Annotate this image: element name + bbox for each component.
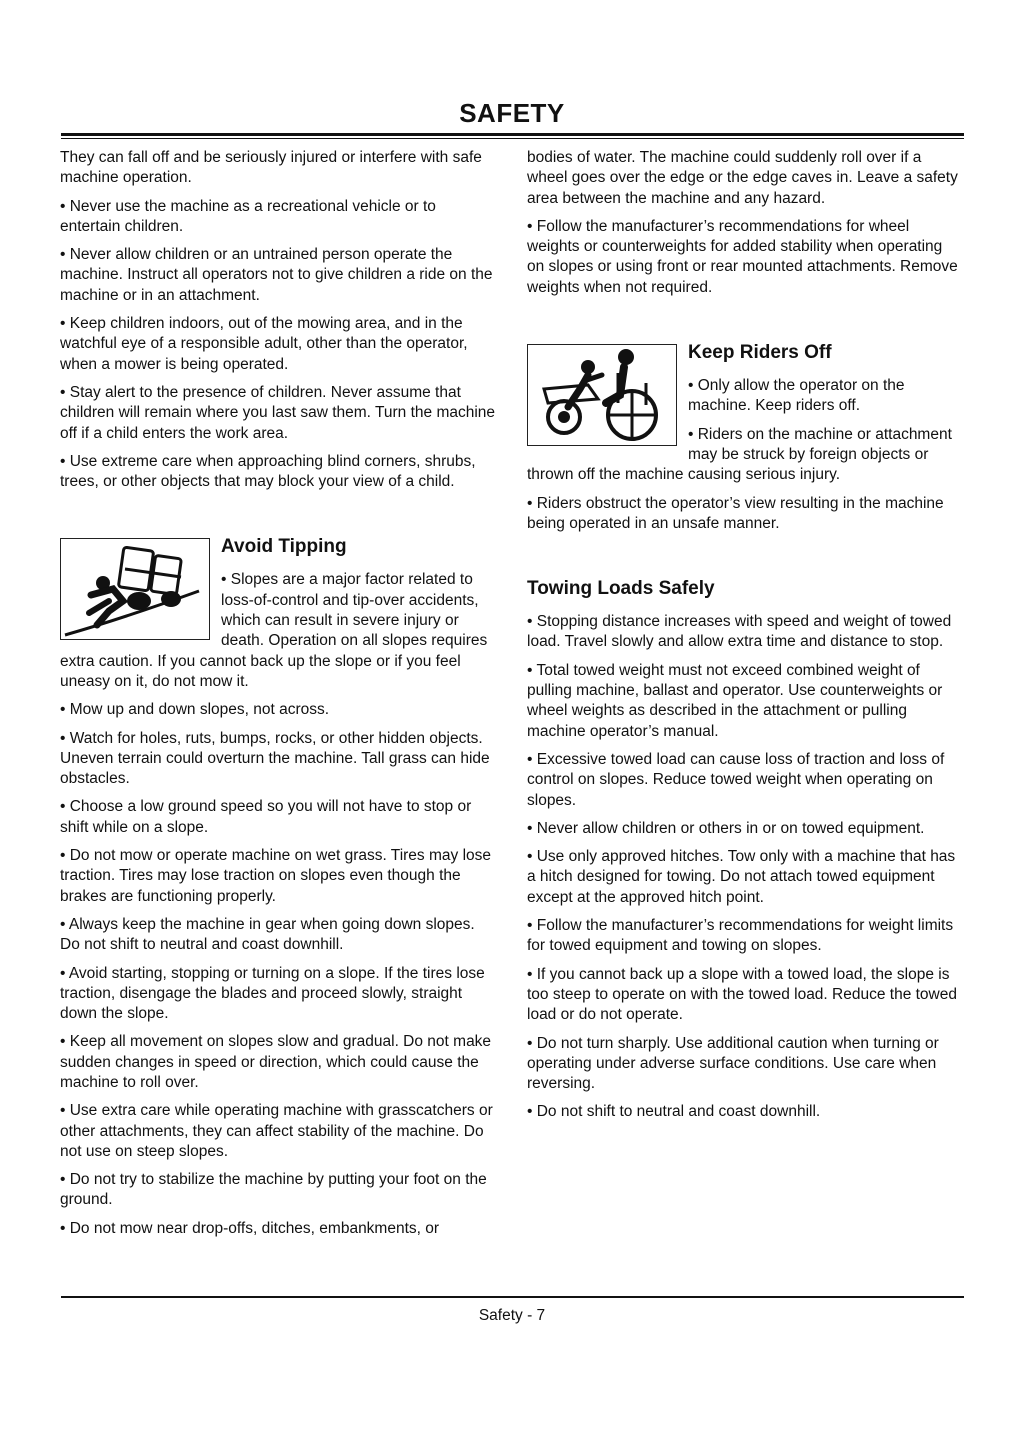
paragraph: • Excessive towed load can cause loss of traction and loss of control on slopes. Reduce towed weight when operating on slopes.	[527, 750, 945, 809]
paragraph: • Use extra care while operating machine with grasscatchers or other attachments, they can affect stability of the machine. Do not use on steep slopes.	[60, 1102, 493, 1160]
paragraph: • Choose a low ground speed so you will not have to stop or shift while on a slope.	[60, 798, 472, 836]
towing-loads-section	[527, 578, 960, 1123]
page-title: SAFETY	[459, 98, 565, 128]
rider-on-tractor-icon	[527, 344, 677, 446]
paragraph: • Riders obstruct the operator’s view resulting in the machine being operated in an unsafe manner.	[527, 494, 944, 532]
avoid-tipping-section	[60, 536, 496, 1239]
keep-riders-off-section	[527, 342, 960, 534]
paragraph: • Use only approved hitches. Tow only with a machine that has a hitch designed for towing. Do not attach towed equipment except at the approved hitch point.	[527, 848, 956, 906]
paragraph: • Stay alert to the presence of children. Never assume that children will remain where you last saw them. Turn the machine off if a child enters the work area.	[60, 383, 496, 442]
paragraph: • Do not shift to neutral and coast downhill.	[527, 1103, 821, 1121]
footer-rule	[61, 1296, 964, 1298]
paragraph: • Mow up and down slopes, not across.	[60, 701, 330, 719]
paragraph: • Do not try to stabilize the machine by putting your foot on the ground.	[60, 1171, 487, 1209]
paragraph: • Slopes are a major factor related to loss-of-control and tip-over accidents, which can result in severe injury or death. Operation on all slopes requires extra caution. If you cannot back up the slope or if you feel uneasy on it, do not mow it.	[60, 571, 488, 690]
paragraph: • Never allow children or an untrained person operate the machine. Instruct all operators not to give children a ride on the machine or in an attachment.	[60, 246, 493, 304]
paragraph: They can fall off and be seriously injured or interfere with safe machine operation.	[60, 149, 482, 187]
paragraph: • Do not mow or operate machine on wet grass. Tires may lose traction. Tires may lose traction on slopes even though the brakes are functioning properly.	[60, 847, 492, 905]
paragraph: • Never allow children or others in or on towed equipment.	[527, 819, 925, 837]
paragraph: • Keep all movement on slopes slow and gradual. Do not make sudden changes in speed or direction, which could cause the machine to roll over.	[60, 1033, 492, 1091]
left-column	[60, 148, 496, 1247]
paragraph: • Always keep the machine in gear when going down slopes. Do not shift to neutral and coast downhill.	[60, 915, 475, 954]
paragraph: • Total towed weight must not exceed combined weight of pulling machine, ballast and operator. Use counterweights or wheel weights as described in the attachment or pulling machine operator’s manual.	[527, 661, 943, 740]
paragraph: • Keep children indoors, out of the mowing area, and in the watchful eye of a responsible adult, other than the operator, when a mower is being operated.	[60, 315, 468, 373]
towing-loads-heading: Towing Loads Safely	[527, 578, 715, 600]
paragraph: • Use extreme care when approaching blind corners, shrubs, trees, or other objects that may block your view of a child.	[60, 452, 476, 491]
avoid-tipping-heading: Avoid Tipping	[221, 536, 347, 558]
keep-riders-off-heading: Keep Riders Off	[688, 342, 832, 364]
paragraph: bodies of water. The machine could suddenly roll over if a wheel goes over the edge or the edge caves in. Leave a safety area between the machine and any hazard.	[527, 149, 958, 207]
paragraph: • Riders on the machine or attachment may be struck by foreign objects or thrown off the machine causing serious injury.	[527, 425, 952, 484]
paragraph: • If you cannot back up a slope with a towed load, the slope is too steep to operate on with the towed load. Reduce the towed load or do not operate.	[527, 965, 957, 1024]
paragraph: • Watch for holes, ruts, bumps, rocks, or other hidden objects. Uneven terrain could overturn the machine. Tall grass can hide obstacles.	[60, 729, 490, 788]
page-number: Safety - 7	[478, 1307, 546, 1324]
header-rule-thin	[61, 138, 964, 139]
paragraph: • Do not mow near drop-offs, ditches, embankments, or	[60, 1219, 440, 1237]
right-column	[527, 148, 960, 1131]
paragraph: • Only allow the operator on the machine. Keep riders off.	[688, 377, 905, 415]
header-rule-thick	[61, 133, 964, 136]
paragraph: • Follow the manufacturer’s recommendations for wheel weights or counterweights for added stability when operating on slopes or using front or rear mounted attachments. Remove weights when not required.	[527, 217, 958, 296]
tipping-tractor-icon	[60, 538, 210, 640]
paragraph: • Avoid starting, stopping or turning on a slope. If the tires lose traction, disengage the blades and proceed slowly, straight down the slope.	[60, 964, 485, 1023]
paragraph: • Never use the machine as a recreational vehicle or to entertain children.	[60, 197, 436, 235]
paragraph: • Do not turn sharply. Use additional caution when turning or operating under adverse surface conditions. Use care when reversing.	[527, 1034, 939, 1093]
paragraph: • Follow the manufacturer’s recommendations for weight limits for towed equipment and towing on slopes.	[527, 917, 954, 955]
paragraph: • Stopping distance increases with speed and weight of towed load. Travel slowly and allow extra time and distance to stop.	[527, 613, 952, 651]
